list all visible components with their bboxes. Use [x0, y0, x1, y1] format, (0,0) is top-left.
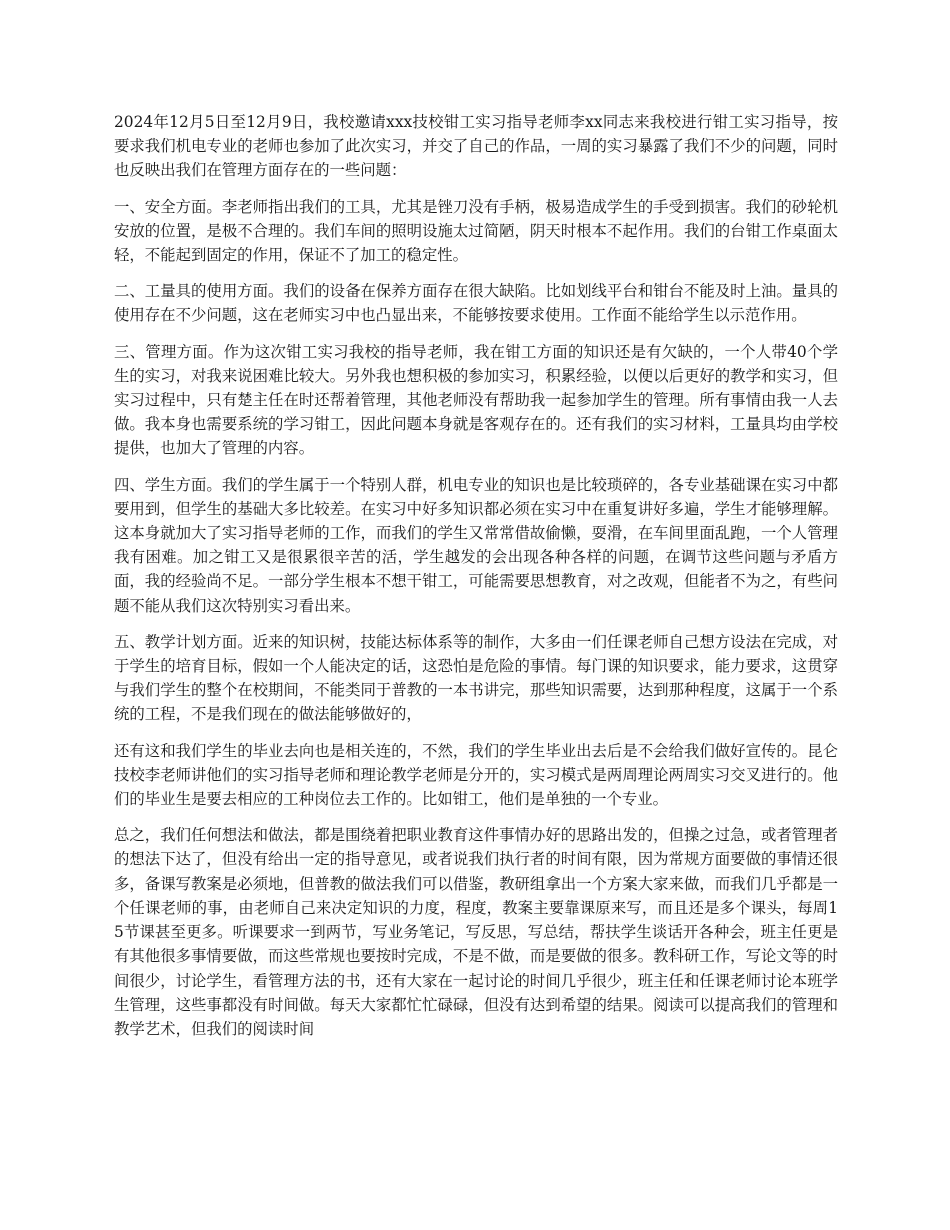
paragraph-tools: 二、工量具的使用方面。我们的设备在保养方面存在很大缺陷。比如划线平台和钳台不能及时上油。量具的使用存在不少问题，这在老师实习中也凸显出来，不能够按要求使用。工作面不能给学生以示范作用。: [114, 282, 838, 325]
paragraph-students: 四、学生方面。我们的学生属于一个特别人群，机电专业的知识也是比较琐碎的，各专业基础课在实习中都要用到，但学生的基础大多比较差。在实习中好多知识都必须在实习中在重复讲好多遍，学生才能够理解。这本身就加大了实习指导老师的工作，而我们的学生又常常借故偷懒，耍滑，在车间里面乱跑，一个人管理我有困难。加之钳工又是很累很辛苦的活，学生越发的会出现各种各样的问题，在调节这些问题与矛盾方面，我的经验尚不足。一部分学生根本不想干钳工，可能需要思想教育，对之改观，但能者不为之，有些问题不能从我们这次特别实习看出来。: [114, 475, 838, 615]
paragraph-teaching-plan: 五、教学计划方面。近来的知识树，技能达标体系等的制作，大多由一们任课老师自己想方设法在完成，对于学生的培育目标，假如一个人能决定的话，这恐怕是危险的事情。每门课的知识要求，能力要求，这贯穿与我们学生的整个在校期间，不能类同于普教的一本书讲完，那些知识需要，达到那种程度，这属于一个系统的工程，不是我们现在的做法能够做好的，: [114, 632, 838, 724]
paragraph-graduates: 还有这和我们学生的毕业去向也是相关连的，不然，我们的学生毕业出去后是不会给我们做好宣传的。昆仑技校李老师讲他们的实习指导老师和理论教学老师是分开的，实习模式是两周理论两周实习交叉进行的。他们的毕业生是要去相应的工种岗位去工作的。比如钳工，他们是单独的一个专业。: [114, 741, 838, 809]
paragraph-safety: 一、安全方面。李老师指出我们的工具，尤其是锉刀没有手柄，极易造成学生的手受到损害。我们的砂轮机安放的位置，是极不合理的。我们车间的照明设施太过简陋，阴天时根本不起作用。我们的台钳工作桌面太轻，不能起到固定的作用，保证不了加工的稳定性。: [114, 197, 838, 265]
paragraph-intro: 2024年12月5日至12月9日，我校邀请xxx技校钳工实习指导老师李xx同志来我校进行钳工实习指导，按要求我们机电专业的老师也参加了此次实习，并交了自己的作品，一周的实习暴露了我们不少的问题，同时也反映出我们在管理方面存在的一些问题：: [114, 113, 838, 180]
paragraph-summary: 总之，我们任何想法和做法，都是围绕着把职业教育这件事情办好的思路出发的，但操之过急，或者管理者的想法下达了，但没有给出一定的指导意见，或者说我们执行者的时间有限，因为常规方面要做的事情还很多，备课写教案是必须地，但普教的做法我们可以借鉴，教研组拿出一个方案大家来做，而我们几乎都是一个任课老师的事，由老师自己来决定知识的力度，程度，教案主要靠课原来写，而且还是多个课头，每周15节课甚至更多。听课要求一到两节，写业务笔记，写反思，写总结，帮扶学生谈话开各种会，班主任更是有其他很多事情要做，而这些常规也要按时完成，不是不做，而是要做的很多。教科研工作，写论文等的时间很少，讨论学生，看管理方法的书，还有大家在一起讨论的时间几乎很少，班主任和任课老师讨论本班学生管理，这些事都没有时间做。每天大家都忙忙碌碌，但没有达到希望的结果。阅读可以提高我们的管理和教学艺术，但我们的阅读时间: [114, 826, 838, 1038]
paragraph-management: 三、管理方面。作为这次钳工实习我校的指导老师，我在钳工方面的知识还是有欠缺的，一个人带40个学生的实习，对我来说困难比较大。另外我也想积极的参加实习，积累经验，以便以后更好的教学和实习，但实习过程中，只有楚主任在时还帮着管理，其他老师没有帮助我一起参加学生的管理。所有事情由我一人去做。我本身也需要系统的学习钳工，因此问题本身就是客观存在的。还有我们的实习材料，工量具均由学校提供，也加大了管理的内容。: [114, 342, 838, 458]
document-page: [114, 110, 838, 1053]
